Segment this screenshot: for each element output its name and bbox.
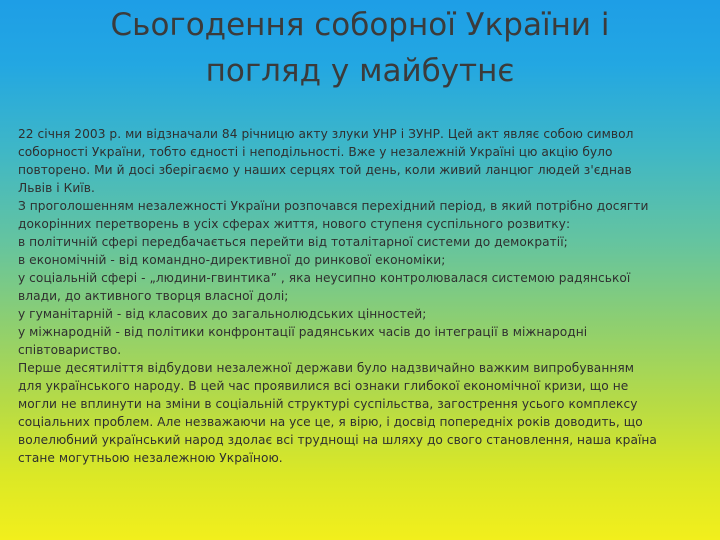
paragraph-transition-period: З проголошенням незалежності України розпочався перехідний період, в який потрібно досягти докорінних перетворень в усіх сферах життя, нового ступеня суспільного розвитку: [18,199,649,231]
paragraph-international-sphere: у міжнародній - від політики конфронтації радянських часів до інтеграції в міжнародні співтовариство. [18,325,588,357]
paragraph-first-decade: Перше десятиліття відбудови незалежної держави було надзвичайно важким випробуванням для українського народу. В цей час проявилися всі ознаки глибокої економічної кризи, що не могли не вплинути на зміни в соціальній структурі суспільства, загострення усього комплексу соціальних проблем. Але незважаючи на усе це, я вірю, і досвід попередніх років доводить, що волелюбний український народ здолає всі труднощі на шляху до свого становлення, наша країна стане могутньою незалежною Україною. [18,361,657,465]
paragraph-act-of-unity: 22 січня 2003 р. ми відзначали 84 річницю акту злуки УНР і ЗУНР. Цей акт являє собою символ соборності України, тобто єдності і неподільності. Вже у незалежній Україні цю акцію було повторено. Ми й досі зберігаємо у наших серцях той день, коли живий ланцюг людей з'єднав Львів і Київ. [18,127,634,195]
slide-title-line-2: погляд у майбутнє [205,53,515,89]
paragraph-economic-sphere: в економічній - від командно-директивної до ринкової економіки; [18,253,446,267]
slide-title-line-1: Сьогодення соборної України і [110,7,610,43]
paragraph-social-sphere: у соціальній сфері - „людини-гвинтика” , яка неусипно контролювалася системою радянської влади, до активного творця власної долі; [18,271,631,303]
slide-title [60,2,660,94]
slide-body [18,125,658,467]
paragraph-humanitarian-sphere: у гуманітарній - від класових до загальнолюдських цінностей; [18,307,427,321]
paragraph-political-sphere: в політичній сфері передбачається перейти від тоталітарної системи до демократії; [18,235,568,249]
